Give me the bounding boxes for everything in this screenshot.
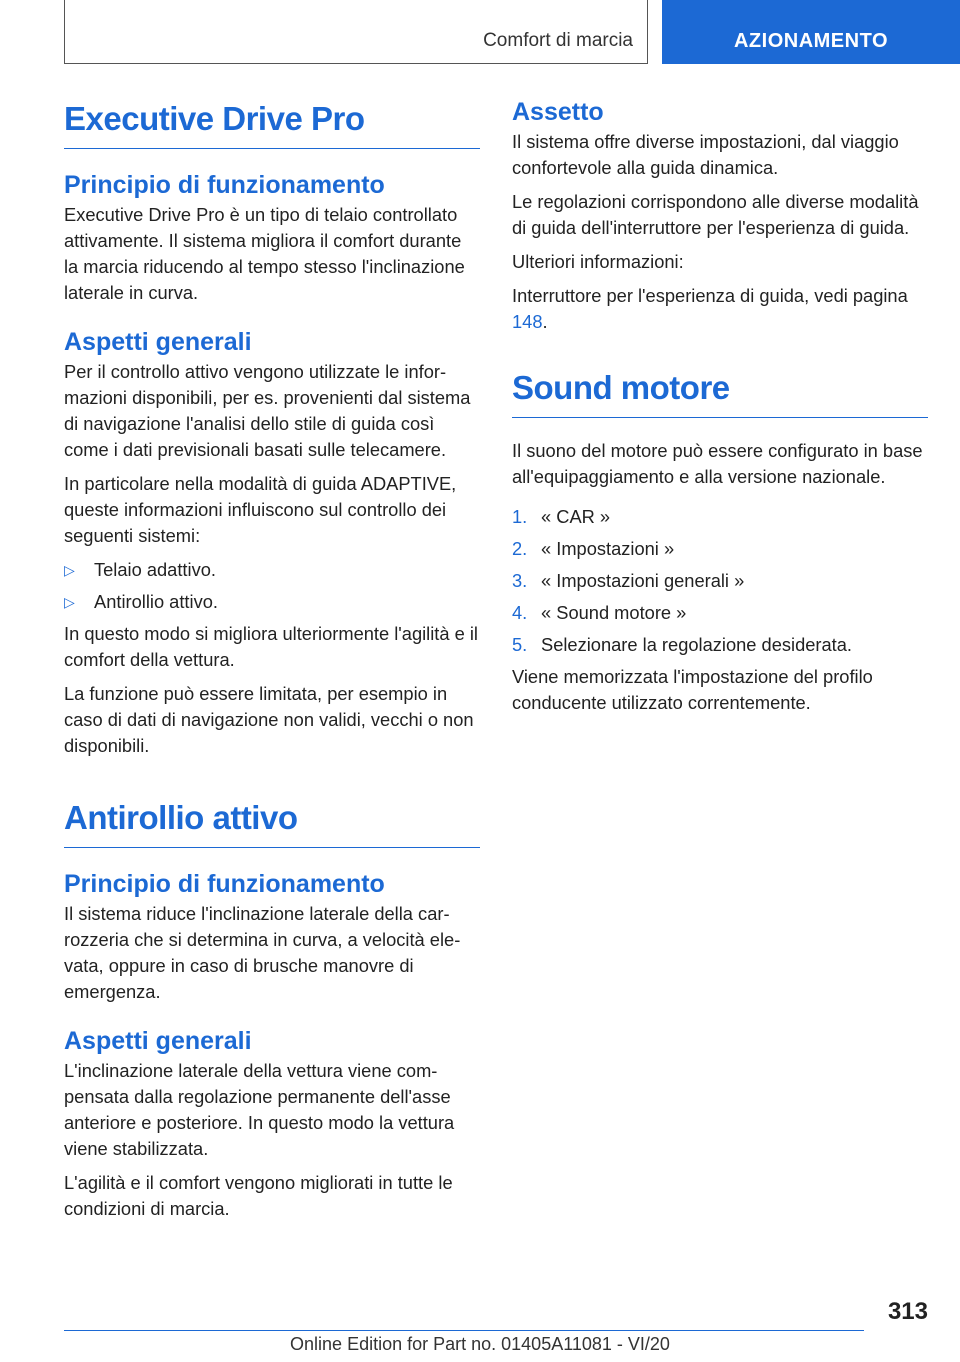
text-aspetti-2b: L'agilità e il comfort vengono migliorati in tutte le condizioni di marcia. bbox=[64, 1172, 453, 1219]
step-number: 1. bbox=[512, 506, 528, 527]
page-reference-link[interactable]: 148 bbox=[512, 311, 543, 332]
text-aspetti-1b: In particolare nella modalità di guida ADAPTIVE, queste informazioni influiscono sul controllo dei seguenti sistemi: bbox=[64, 473, 457, 546]
text-principio-2: Il sistema riduce l'inclinazione laterale della carrozzeria che si determina in curva, a velocità elevata, oppure in caso di brusche manovre di emergenza. bbox=[64, 903, 461, 1002]
footer-edition: Online Edition for Part no. 01405A11081 - VI/20 bbox=[290, 1334, 670, 1354]
text-aspetti-1a: Per il controllo attivo vengono utilizzate le informazioni disponibili, per es. provenienti dal sistema di navigazione l'analisi dello stile di guida così come i dati previsionali basati sulle telecamere. bbox=[64, 361, 471, 460]
heading-sound-motore: Sound motore bbox=[512, 369, 928, 418]
list-item bbox=[64, 557, 480, 583]
text-sound-2: Viene memorizzata l'impostazione del profilo conducente utilizzato correntemente. bbox=[512, 666, 873, 713]
text-assetto-2: Le regolazioni corrispondono alle diverse modalità di guida dell'interruttore per l'esperienza di guida. bbox=[512, 191, 919, 238]
text-aspetti-1d: La funzione può essere limitata, per esempio in caso di dati di navigazione non validi, vecchi o non disponibili. bbox=[64, 683, 474, 756]
header-section-tab bbox=[662, 0, 960, 64]
heading-executive-drive-pro: Executive Drive Pro bbox=[64, 100, 480, 149]
text-assetto-4 bbox=[512, 283, 928, 335]
text-sound-1: Il suono del motore può essere configurato in base all'equipaggiamento e alla versione nazionale. bbox=[512, 440, 923, 487]
step-text: « Sound motore » bbox=[541, 602, 687, 623]
step-text: « CAR » bbox=[541, 506, 611, 527]
page-number: 313 bbox=[887, 1298, 928, 1325]
heading-aspetti-1: Aspetti generali bbox=[64, 328, 252, 356]
list-item bbox=[512, 600, 928, 626]
text-assetto-1: Il sistema offre diverse impostazioni, dal viaggio confortevole alla guida dinamica. bbox=[512, 131, 899, 178]
heading-antirollio-attivo: Antirollio attivo bbox=[64, 799, 480, 848]
step-number: 2. bbox=[512, 538, 528, 559]
step-number: 3. bbox=[512, 570, 528, 591]
text-aspetti-1c: In questo modo si migliora ulteriormente l'agilità e il comfort della vettura. bbox=[64, 623, 478, 670]
text-assetto-3: Ulteriori informazioni: bbox=[512, 251, 684, 272]
list-item bbox=[512, 536, 928, 562]
heading-aspetti-2: Aspetti generali bbox=[64, 1027, 252, 1055]
list-item bbox=[64, 589, 480, 615]
text-assetto-4-end: . bbox=[542, 311, 548, 332]
list-item bbox=[512, 504, 928, 530]
step-number: 5. bbox=[512, 634, 528, 655]
text-principio-1: Executive Drive Pro è un tipo di telaio controllato attivamente. Il sistema migliora il comfort durante la marcia riducendo al tempo stesso l'inclinazione laterale in curva. bbox=[64, 204, 465, 303]
header-chapter-box bbox=[64, 0, 648, 64]
header-chapter: Comfort di marcia bbox=[483, 29, 633, 51]
step-text: « Impostazioni generali » bbox=[541, 570, 745, 591]
text-assetto-4-main: Interruttore per l'esperienza di guida, vedi pagina bbox=[512, 285, 908, 306]
list-item bbox=[512, 632, 928, 658]
text-aspetti-2a: L'inclinazione laterale della vettura viene compensata dalla regolazione permanente dell'asse anteriore e posteriore. In questo modo la vettura viene stabilizzata. bbox=[64, 1060, 455, 1159]
bullet-text: Telaio adattivo. bbox=[94, 559, 216, 580]
header-section: AZIONAMENTO bbox=[733, 29, 888, 52]
triangle-bullet-icon: ▷ bbox=[64, 562, 75, 578]
heading-principio-2: Principio di funzionamento bbox=[64, 870, 385, 898]
step-number: 4. bbox=[512, 602, 528, 623]
bullet-text: Antirollio attivo. bbox=[94, 591, 218, 612]
heading-principio-1: Principio di funzionamento bbox=[64, 171, 385, 199]
heading-assetto: Assetto bbox=[512, 98, 604, 126]
step-text: « Impostazioni » bbox=[541, 538, 675, 559]
right-column bbox=[512, 98, 928, 724]
step-text: Selezionare la regolazione desiderata. bbox=[541, 634, 852, 655]
triangle-bullet-icon: ▷ bbox=[64, 594, 75, 610]
list-item bbox=[512, 568, 928, 594]
left-column bbox=[64, 100, 480, 1230]
footer-divider bbox=[64, 1330, 864, 1331]
